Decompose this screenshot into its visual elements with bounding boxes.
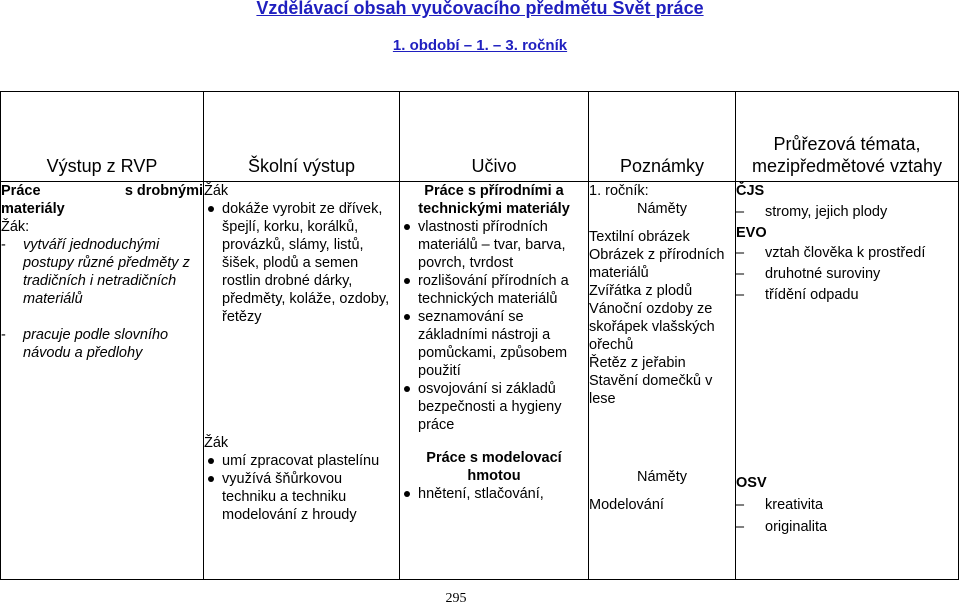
cross-group-heading: EVO <box>736 225 767 241</box>
column-header-rvp: Výstup z RVP <box>1 92 204 182</box>
rvp-heading-cont: materiály <box>1 201 65 217</box>
cross-item: – třídění odpadu <box>736 287 859 303</box>
curriculum-table <box>0 91 959 580</box>
topic-item: vlastnosti přírodních materiálů – tvar, barva, povrch, tvrdost <box>400 218 588 272</box>
cross-item: – kreativita <box>736 497 824 513</box>
rvp-output-item: - pracuje podle slovního návodu a předlohy <box>1 327 169 361</box>
school-output-cell <box>204 182 400 580</box>
topics-heading: Práce s modelovací hmotou <box>426 450 562 484</box>
column-header-topics: Učivo <box>400 92 589 182</box>
cross-item: – vztah člověka k prostředí <box>736 245 926 261</box>
topic-item: osvojování si základů bezpečnosti a hygieny práce <box>400 380 588 434</box>
cross-group-heading: ČJS <box>736 183 765 199</box>
notes-grade: 1. ročník: <box>589 183 649 199</box>
school-output-item: umí zpracovat plastelínu <box>204 452 399 470</box>
topic-item: hnětení, stlačování, <box>400 485 588 503</box>
page-number: 295 <box>445 591 467 606</box>
notes-themes-label: Náměty <box>637 201 687 217</box>
column-header-cross: Průřezová témata, mezipředmětové vztahy <box>736 92 959 182</box>
notes-themes-label: Náměty <box>637 469 687 485</box>
notes-theme-item: Modelování <box>589 497 664 513</box>
cross-item: – stromy, jejich plody <box>736 204 888 220</box>
notes-theme-item: Zvířátka z plodů <box>589 283 693 299</box>
topic-item: rozlišování přírodních a technických materiálů <box>400 272 588 308</box>
cross-cell <box>736 182 959 580</box>
rvp-cell <box>1 182 204 580</box>
notes-theme-item: Textilní obrázek <box>589 229 690 245</box>
document-title: Vzdělávací obsah vyučovacího předmětu Svět práce <box>256 0 704 18</box>
cross-item: – originalita <box>736 519 828 535</box>
column-header-school: Školní výstup <box>204 92 400 182</box>
notes-theme-item: Stavění domečků v lese <box>589 373 713 407</box>
notes-cell <box>589 182 736 580</box>
document-subtitle: 1. období – 1. – 3. ročník <box>392 37 568 54</box>
school-output-item: dokáže vyrobit ze dřívek, špejlí, korku, korálků, provázků, slámy, listů, šišek, plodů a semen rostlin drobné dárky, předměty, koláže, ozdoby, řetězy <box>204 200 399 326</box>
notes-theme-item: Obrázek z přírodních materiálů <box>589 247 725 281</box>
cross-group-heading: OSV <box>736 475 767 491</box>
rvp-pupil-label: Žák: <box>1 219 30 235</box>
topics-cell <box>400 182 589 580</box>
topic-item: seznamování se základními nástroji a pomůckami, způsobem použití <box>400 308 588 380</box>
cross-item: – druhotné suroviny <box>736 266 881 282</box>
school-pupil-label: Žák <box>204 183 229 199</box>
rvp-heading: Práce s drobnými <box>1 183 203 199</box>
school-pupil-label: Žák <box>204 435 229 451</box>
column-header-notes: Poznámky <box>589 92 736 182</box>
school-output-item: využívá šňůrkovou techniku a techniku modelování z hroudy <box>204 470 399 524</box>
topics-heading: Práce s přírodními a technickými materiály <box>418 183 570 217</box>
notes-theme-item: Řetěz z jeřabin <box>589 355 686 371</box>
notes-theme-item: Vánoční ozdoby ze skořápek vlašských ořechů <box>589 301 715 353</box>
rvp-output-item: - vytváří jednoduchými postupy různé předměty z tradičních i netradičních materiálů <box>1 237 190 307</box>
